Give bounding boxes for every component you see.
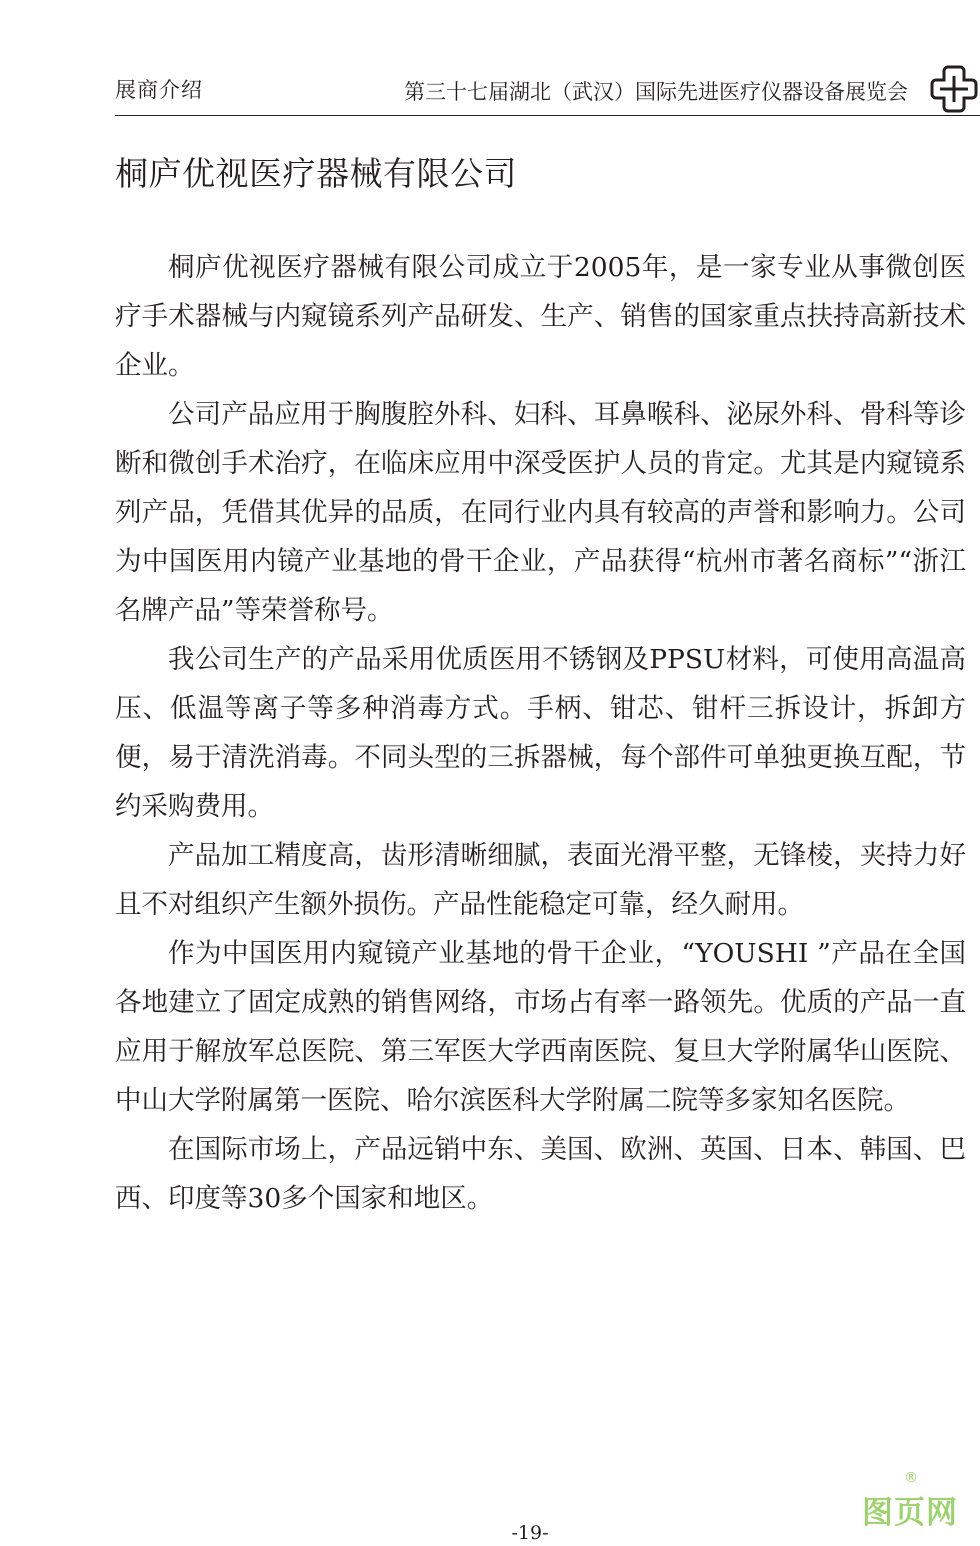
page-number: -19- xyxy=(511,1522,549,1544)
paragraph: 公司产品应用于胸腹腔外科、妇科、耳鼻喉科、泌尿外科、骨科等诊断和微创手术治疗，在临床应用中深受医护人员的肯定。尤其是内窥镜系列产品，凭借其优异的品质，在同行业内具有较高的声誉和影响力。公司为中国医用内镜产业基地的骨干企业，产品获得“杭州市著名商标”“浙江名牌产品”等荣誉称号。 xyxy=(115,399,966,626)
watermark-logo xyxy=(848,1472,958,1532)
paragraph: 在国际市场上，产品远销中东、美国、欧洲、英国、日本、韩国、巴西、印度等30多个国家和地区。 xyxy=(115,1134,966,1214)
company-title: 桐庐优视医疗器械有限公司 xyxy=(115,154,517,193)
company-description xyxy=(115,243,966,1223)
section-label: 展商介绍 xyxy=(115,78,203,102)
paragraph: 桐庐优视医疗器械有限公司成立于2005年，是一家专业从事微创医疗手术器械与内窥镜系列产品研发、生产、销售的国家重点扶持高新技术企业。 xyxy=(115,252,966,381)
watermark-text: 图页网 xyxy=(862,1495,958,1531)
paragraph: 产品加工精度高，齿形清晰细腻，表面光滑平整，无锋棱，夹持力好且不对组织产生额外损伤。产品性能稳定可靠，经久耐用。 xyxy=(115,840,966,920)
paragraph: 我公司生产的产品采用优质医用不锈钢及PPSU材料，可使用高温高压、低温等离子等多种消毒方式。手柄、钳芯、钳杆三拆设计，拆卸方便，易于清洗消毒。不同头型的三拆器械，每个部件可单独更换互配，节约采购费用。 xyxy=(115,644,966,822)
registered-mark: ® xyxy=(904,1470,918,1486)
page-header xyxy=(115,70,980,116)
paragraph: 作为中国医用内窥镜产业基地的骨干企业，“YOUSHI ”产品在全国各地建立了固定成熟的销售网络，市场占有率一路领先。优质的产品一直应用于解放军总医院、第三军医大学西南医院、复旦大学附属华山医院、中山大学附属第一医院、哈尔滨医科大学附属二院等多家知名医院。 xyxy=(115,938,966,1116)
expo-title: 第三十七届湖北（武汉）国际先进医疗仪器设备展览会 xyxy=(404,80,908,104)
header-divider xyxy=(115,115,980,116)
medical-cross-logo-icon xyxy=(930,64,978,114)
